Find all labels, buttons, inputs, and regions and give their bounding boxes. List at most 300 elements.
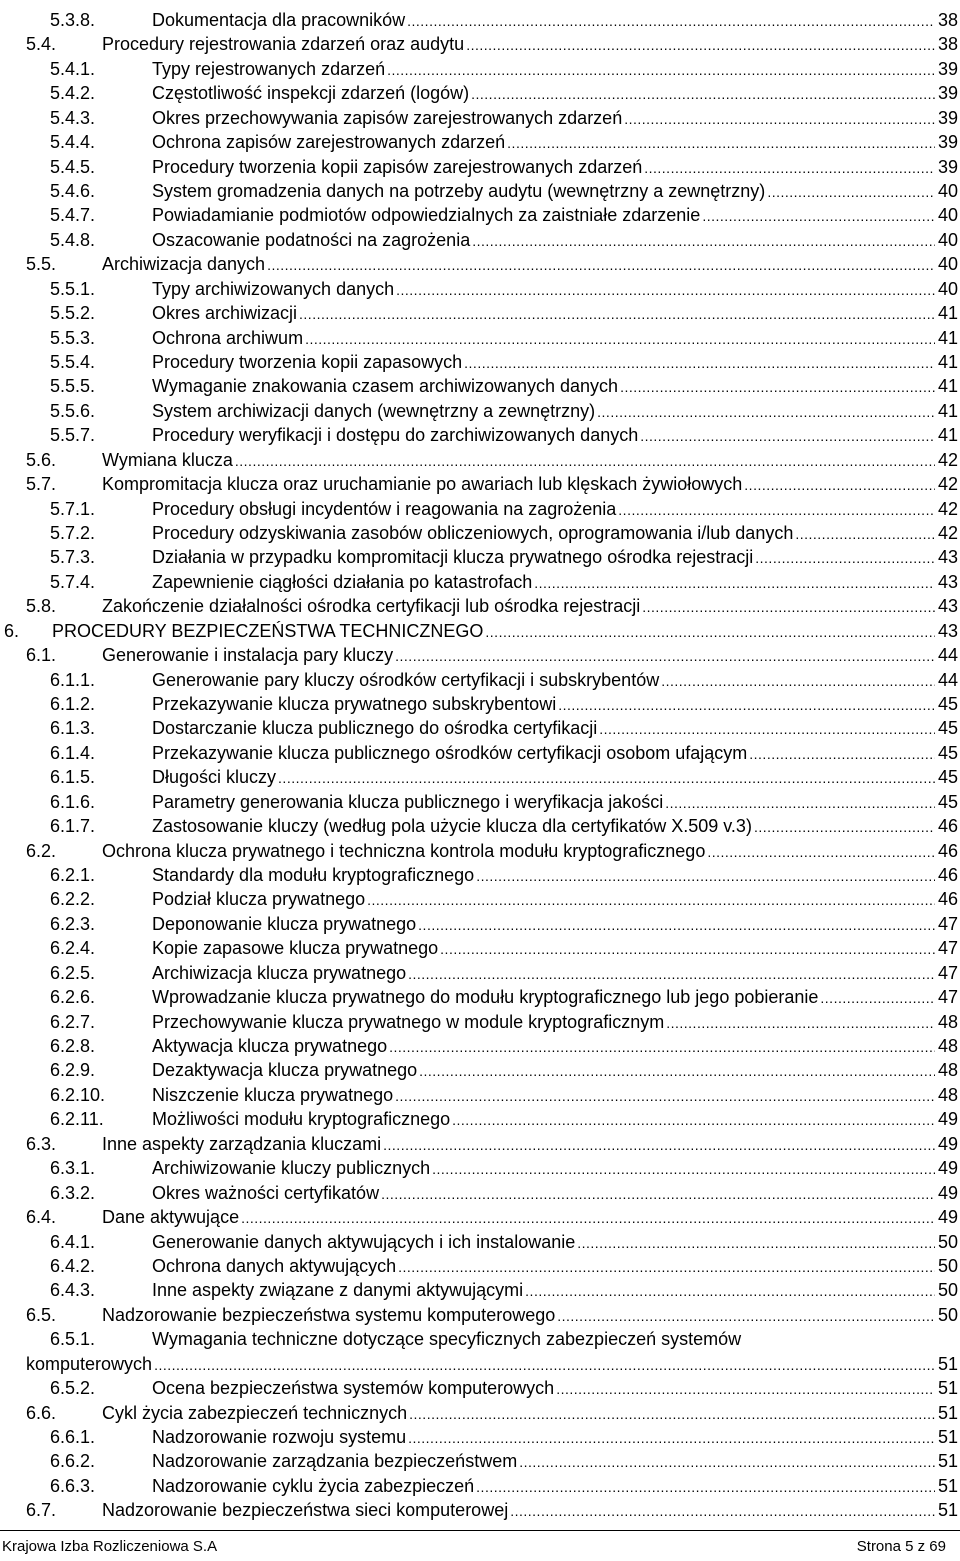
toc-entry[interactable] [0, 887, 960, 911]
toc-dot-leader [466, 33, 935, 57]
toc-entry[interactable] [0, 1107, 960, 1131]
toc-entry-title: Wprowadzanie klucza prywatnego do modułu kryptograficznego lub jego pobieranie [152, 987, 819, 1008]
toc-entry-page: 40 [937, 205, 958, 226]
toc-entry-page: 45 [937, 694, 958, 715]
toc-entry-number: 5.5.1. [50, 278, 96, 299]
toc-entry-title: Generowanie i instalacja pary kluczy [102, 645, 394, 666]
toc-entry-page: 41 [937, 400, 958, 421]
toc-entry-title: Powiadamianie podmiotów odpowiedzialnych za zaistniałe zdarzenie [152, 205, 701, 226]
toc-entry[interactable] [0, 936, 960, 960]
toc-entry-page: 43 [937, 596, 958, 617]
toc-entry-title: Ocena bezpieczeństwa systemów komputerowych [152, 1378, 555, 1399]
footer-page-number: Strona 5 z 69 [856, 1538, 946, 1555]
toc-dot-leader [395, 1084, 935, 1108]
toc-entry[interactable] [0, 594, 960, 618]
toc-entry[interactable] [0, 692, 960, 716]
toc-entry-page: 47 [937, 913, 958, 934]
toc-dot-leader [597, 400, 935, 424]
toc-dot-leader [767, 180, 935, 204]
toc-entry-title: Okres archiwizacji [152, 303, 298, 324]
toc-entry-number: 6.5. [26, 1304, 57, 1325]
toc-entry-title: Inne aspekty zarządzania kluczami [102, 1133, 382, 1154]
toc-entry[interactable] [0, 1010, 960, 1034]
toc-dot-leader [476, 864, 935, 888]
toc-dot-leader [755, 546, 935, 570]
toc-entry-page: 44 [937, 669, 958, 690]
toc-entry-number: 5.8. [26, 596, 57, 617]
toc-entry-title: Procedury tworzenia kopii zapisów zarejestrowanych zdarzeń [152, 156, 643, 177]
toc-entry-page: 51 [937, 1426, 958, 1447]
toc-entry-number: 5.7.3. [50, 547, 96, 568]
toc-entry[interactable] [0, 839, 960, 863]
toc-entry[interactable] [0, 1449, 960, 1473]
toc-entry-number: 6.1.2. [50, 694, 96, 715]
toc-entry-page: 38 [937, 34, 958, 55]
toc-dot-leader [795, 522, 935, 546]
toc-entry-page: 47 [937, 938, 958, 959]
toc-entry-page: 45 [937, 718, 958, 739]
toc-entry[interactable] [0, 8, 960, 32]
toc-entry[interactable] [0, 545, 960, 569]
toc-entry-page: 41 [937, 376, 958, 397]
toc-entry-title: Deponowanie klucza prywatnego [152, 913, 417, 934]
toc-entry[interactable] [0, 350, 960, 374]
toc-entry-number: 5.5.5. [50, 376, 96, 397]
toc-entry-page: 46 [937, 889, 958, 910]
toc-entry-page: 48 [937, 1011, 958, 1032]
toc-entry-title: Ochrona klucza prywatnego i techniczna kontrola modułu kryptograficznego [102, 840, 706, 861]
toc-entry-page: 39 [937, 132, 958, 153]
toc-entry[interactable] [0, 1205, 960, 1229]
footer-company: Krajowa Izba Rozliczeniowa S.A [2, 1538, 218, 1555]
toc-dot-leader [557, 1304, 935, 1328]
toc-entry-title: Procedury rejestrowania zdarzeń oraz audytu [102, 34, 465, 55]
toc-dot-leader [389, 1035, 935, 1059]
toc-entry-title: Wymagania techniczne dotyczące specyficznych zabezpieczeń systemów [152, 1329, 742, 1350]
toc-entry-title: Inne aspekty związane z danymi aktywującymi [152, 1280, 524, 1301]
toc-entry[interactable] [0, 863, 960, 887]
toc-entry-number: 6.4. [26, 1207, 57, 1228]
toc-entry-title-continued: komputerowych [26, 1353, 153, 1374]
toc-dot-leader [749, 742, 935, 766]
toc-entry-page: 38 [937, 10, 958, 30]
toc-dot-leader [744, 473, 935, 497]
toc-entry-title: Działania w przypadku kompromitacji klucza prywatnego ośrodka rejestracji [152, 547, 754, 568]
toc-entry-title: Generowanie pary kluczy ośrodków certyfikacji i subskrybentów [152, 669, 660, 690]
toc-entry-number: 6.5.2. [50, 1378, 96, 1399]
toc-entry-number: 6.6.1. [50, 1426, 96, 1447]
toc-entry-number: 6.1.3. [50, 718, 96, 739]
toc-entry-title: Podział klucza prywatnego [152, 889, 366, 910]
toc-entry-title: Kopie zapasowe klucza prywatnego [152, 938, 439, 959]
toc-dot-leader [624, 107, 935, 131]
toc-entry[interactable] [0, 985, 960, 1009]
toc-entry-title: Ochrona danych aktywujących [152, 1255, 397, 1276]
toc-entry-title: Nadzorowanie rozwoju systemu [152, 1426, 407, 1447]
toc-entry-number: 5.4.6. [50, 181, 96, 201]
toc-entry-number: 6.1.4. [50, 742, 96, 763]
toc-entry-number: 6.2.9. [50, 1060, 96, 1081]
toc-entry[interactable] [0, 790, 960, 814]
toc-entry-page: 45 [937, 767, 958, 788]
toc-entry-title: Niszczenie klucza prywatnego [152, 1084, 394, 1105]
toc-entry[interactable] [0, 1181, 960, 1205]
toc-dot-leader [599, 717, 935, 741]
toc-entry-number: 6.2. [26, 840, 57, 861]
toc-entry[interactable] [0, 1058, 960, 1082]
toc-entry[interactable] [0, 228, 960, 252]
toc-entry-number: 5.4.2. [50, 83, 96, 104]
toc-dot-leader [666, 1011, 935, 1035]
toc-entry-title: Wymaganie znakowania czasem archiwizowanych danych [152, 376, 619, 397]
toc-entry-page: 49 [937, 1133, 958, 1154]
toc-entry-page: 44 [937, 645, 958, 666]
toc-entry-title: Aktywacja klucza prywatnego [152, 1036, 388, 1057]
toc-entry-number: 5.7. [26, 474, 57, 495]
toc-entry[interactable] [0, 399, 960, 423]
toc-entry-page: 50 [937, 1304, 958, 1325]
toc-entry-number: 5.4.1. [50, 58, 96, 79]
toc-entry-page: 42 [937, 523, 958, 544]
toc-entry-number: 6.5.1. [50, 1329, 96, 1350]
toc-entry-title: Przekazywanie klucza publicznego ośrodków certyfikacji osobom ufającym [152, 742, 748, 763]
toc-entry[interactable] [0, 423, 960, 447]
toc-entry[interactable] [0, 179, 960, 203]
toc-entry[interactable] [0, 472, 960, 496]
toc-dot-leader [418, 913, 935, 937]
toc-dot-leader [267, 253, 935, 277]
toc-entry-page: 50 [937, 1231, 958, 1252]
page-footer [0, 1530, 960, 1559]
toc-entry-title: Procedury odzyskiwania zasobów obliczeniowych, oprogramowania i/lub danych [152, 523, 794, 544]
toc-entry-page: 45 [937, 791, 958, 812]
toc-dot-leader [383, 1133, 935, 1157]
toc-entry[interactable] [0, 716, 960, 740]
toc-entry-number: 6.3.2. [50, 1182, 96, 1203]
toc-dot-leader [452, 1108, 935, 1132]
toc-dot-leader [485, 620, 935, 644]
toc-entry[interactable] [0, 57, 960, 81]
toc-dot-leader [525, 1279, 935, 1303]
toc-dot-leader [507, 131, 935, 155]
toc-entry[interactable] [0, 961, 960, 985]
toc-entry-number: 6.2.6. [50, 987, 96, 1008]
toc-entry-number: 6.2.4. [50, 938, 96, 959]
toc-entry-title: Zakończenie działalności ośrodka certyfikacji lub ośrodka rejestracji [102, 596, 641, 617]
toc-entry[interactable] [0, 1278, 960, 1302]
toc-dot-leader [707, 840, 935, 864]
toc-entry-title: Dostarczanie klucza publicznego do ośrodka certyfikacji [152, 718, 598, 739]
toc-dot-leader [510, 1499, 935, 1523]
toc-entry-continuation[interactable] [26, 1352, 958, 1376]
toc-entry-title: Procedury tworzenia kopii zapasowych [152, 352, 463, 373]
toc-dot-leader [419, 1059, 935, 1083]
toc-dot-leader [299, 302, 935, 326]
toc-entry-number: 5.4.5. [50, 156, 96, 177]
toc-entry-page: 39 [937, 107, 958, 128]
toc-entry-page: 40 [937, 254, 958, 275]
toc-dot-leader [278, 766, 935, 790]
toc-entry-number: 6.2.1. [50, 865, 96, 886]
toc-entry-title: Cykl życia zabezpieczeń technicznych [102, 1402, 408, 1423]
toc-entry-page: 39 [937, 156, 958, 177]
toc-entry-page: 51 [937, 1500, 958, 1521]
toc-entry-number: 5.5.7. [50, 425, 96, 446]
toc-entry-number: 6.2.3. [50, 913, 96, 934]
toc-entry-title: Ochrona zapisów zarejestrowanych zdarzeń [152, 132, 506, 153]
toc-entry-number: 6.2.5. [50, 962, 96, 983]
toc-entry-number: 5.5.2. [50, 303, 96, 324]
toc-entry-title: Generowanie danych aktywujących i ich instalowanie [152, 1231, 576, 1252]
toc-entry-title: Standardy dla modułu kryptograficznego [152, 865, 475, 886]
toc-entry-title: Procedury obsługi incydentów i reagowania na zagrożenia [152, 498, 617, 519]
toc-entry[interactable] [0, 1254, 960, 1278]
toc-dot-leader [644, 156, 935, 180]
toc-dot-leader [235, 449, 935, 473]
toc-entry-number: 6.2.8. [50, 1036, 96, 1057]
toc-entry[interactable] [0, 301, 960, 325]
toc-entry-title: Dane aktywujące [102, 1207, 240, 1228]
toc-entry-title: Nadzorowanie bezpieczeństwa systemu komputerowego [102, 1304, 556, 1325]
toc-entry-number: 6.3.1. [50, 1158, 96, 1179]
toc-dot-leader [407, 9, 935, 33]
toc-dot-leader [440, 937, 935, 961]
toc-entry-page: 43 [937, 547, 958, 568]
toc-dot-leader [640, 424, 935, 448]
toc-entry-page: 41 [937, 327, 958, 348]
toc-dot-leader [577, 1231, 935, 1255]
toc-dot-leader [618, 498, 935, 522]
toc-entry[interactable] [0, 1498, 960, 1522]
toc-entry-title: Dokumentacja dla pracowników [152, 10, 406, 30]
toc-dot-leader [642, 595, 935, 619]
toc-entry-title: Zastosowanie kluczy (według pola użycie klucza dla certyfikatów X.509 v.3) [152, 816, 752, 837]
toc-dot-leader [395, 644, 935, 668]
toc-entry[interactable] [0, 765, 960, 789]
toc-dot-leader [367, 888, 935, 912]
toc-entry-number: 6.4.3. [50, 1280, 96, 1301]
toc-entry[interactable] [0, 1132, 960, 1156]
toc-entry-number: 5.6. [26, 449, 57, 470]
toc-entry-page: 48 [937, 1084, 958, 1105]
toc-entry-number: 6.1.6. [50, 791, 96, 812]
toc-entry-page: 40 [937, 229, 958, 250]
toc-entry-number: 5.5.4. [50, 352, 96, 373]
toc-entry-number: 5.4.4. [50, 132, 96, 153]
toc-entry-title: Okres przechowywania zapisów zarejestrowanych zdarzeń [152, 107, 623, 128]
toc-entry-number: 5.4.7. [50, 205, 96, 226]
toc-entry-title: Archiwizacja klucza prywatnego [152, 962, 407, 983]
toc-entry-number: 6.1. [26, 645, 57, 666]
toc-entry-number: 6.1.5. [50, 767, 96, 788]
toc-entry[interactable] [0, 521, 960, 545]
toc-dot-leader [408, 962, 935, 986]
toc-dot-leader [432, 1157, 935, 1181]
toc-entry-page: 49 [937, 1182, 958, 1203]
toc-entry[interactable] [0, 1474, 960, 1498]
toc-entry[interactable] [0, 326, 960, 350]
toc-entry[interactable] [0, 1327, 960, 1351]
toc-entry-number: 5.5.3. [50, 327, 96, 348]
toc-dot-leader [472, 229, 935, 253]
toc-dot-leader [661, 669, 935, 693]
toc-entry-title: Przekazywanie klucza prywatnego subskrybentowi [152, 694, 557, 715]
toc-entry-number: 5.7.1. [50, 498, 96, 519]
toc-dot-leader [381, 1182, 935, 1206]
toc-entry-title: Archiwizowanie kluczy publicznych [152, 1158, 431, 1179]
toc-entry[interactable] [0, 252, 960, 276]
toc-dot-leader [305, 327, 935, 351]
toc-entry-number: 5.4. [26, 34, 57, 55]
toc-entry[interactable] [0, 1425, 960, 1449]
toc-dot-leader [702, 204, 935, 228]
toc-dot-leader [558, 693, 935, 717]
toc-entry[interactable] [0, 1230, 960, 1254]
toc-entry-title: Nadzorowanie cyklu życia zabezpieczeń [152, 1475, 475, 1496]
toc-entry-title: Nadzorowanie zarządzania bezpieczeństwem [152, 1451, 518, 1472]
toc-entry-title: Dezaktywacja klucza prywatnego [152, 1060, 418, 1081]
toc-dot-leader [409, 1402, 935, 1426]
toc-dot-leader [754, 815, 935, 839]
toc-entry-page: 47 [937, 962, 958, 983]
toc-entry-page: 46 [937, 840, 958, 861]
toc-entry[interactable] [0, 643, 960, 667]
toc-entry[interactable] [0, 570, 960, 594]
toc-entry-page: 51 [937, 1378, 958, 1399]
toc-entry[interactable] [0, 130, 960, 154]
toc-entry-title: Oszacowanie podatności na zagrożenia [152, 229, 471, 250]
toc-entry-title: Przechowywanie klucza prywatnego w module kryptograficznym [152, 1011, 665, 1032]
toc-entry-number: 6.6.2. [50, 1451, 96, 1472]
toc-entry-number: 6.7. [26, 1500, 57, 1521]
toc-entry[interactable] [0, 374, 960, 398]
toc-dot-leader [556, 1377, 935, 1401]
toc-entry-title: Zapewnienie ciągłości działania po katastrofach [152, 571, 533, 592]
toc-entry[interactable] [0, 81, 960, 105]
toc-entry-number: 6.3. [26, 1133, 57, 1154]
toc-entry-page: 39 [937, 83, 958, 104]
toc-entry[interactable] [0, 814, 960, 838]
toc-entry-number: 6.4.2. [50, 1255, 96, 1276]
toc-entry-page: 50 [937, 1255, 958, 1276]
toc-entry-page: 42 [937, 474, 958, 495]
toc-entry-page: 40 [937, 278, 958, 299]
toc-entry-title: Nadzorowanie bezpieczeństwa sieci komputerowej [102, 1500, 509, 1521]
toc-entry-title: Możliwości modułu kryptograficznego [152, 1109, 451, 1130]
toc-entry-title: Wymiana klucza [102, 449, 233, 470]
toc-dot-leader [471, 82, 935, 106]
toc-entry-number: 6.2.2. [50, 889, 96, 910]
toc-entry-page: 43 [937, 620, 958, 641]
toc-entry-number: 6.2.11. [50, 1109, 104, 1130]
toc-entry[interactable] [0, 1401, 960, 1425]
toc-entry-title: Procedury weryfikacji i dostępu do zarchiwizowanych danych [152, 425, 639, 446]
toc-entry-number: 5.4.3. [50, 107, 96, 128]
toc-entry-number: 5.5. [26, 254, 57, 275]
toc-entry-page: 49 [937, 1109, 958, 1130]
toc-entry-page: 41 [937, 425, 958, 446]
toc-entry-page: 48 [937, 1060, 958, 1081]
toc-entry-page: 51 [937, 1353, 958, 1374]
toc-entry-number: 6.6.3. [50, 1475, 96, 1496]
toc-entry[interactable] [0, 32, 960, 56]
toc-entry-number: 6.6. [26, 1402, 57, 1423]
toc-entry-page: 51 [937, 1475, 958, 1496]
toc-dot-leader [241, 1206, 935, 1230]
toc-entry-number: 6. [4, 620, 20, 641]
toc-dot-leader [534, 571, 935, 595]
toc-entry-number: 6.1.7. [50, 816, 96, 837]
toc-entry[interactable] [0, 1083, 960, 1107]
toc-entry[interactable] [0, 619, 960, 643]
toc-entry-page: 49 [937, 1158, 958, 1179]
toc-entry[interactable] [0, 1303, 960, 1327]
toc-entry-title: Okres ważności certyfikatów [152, 1182, 380, 1203]
toc-entry-page: 41 [937, 352, 958, 373]
toc-entry-title: PROCEDURY BEZPIECZEŃSTWA TECHNICZNEGO [52, 620, 484, 641]
toc-entry-number: 6.1.1. [50, 669, 96, 690]
toc-entry-title: Parametry generowania klucza publicznego i weryfikacja jakości [152, 791, 664, 812]
toc-entry-title: Archiwizacja danych [102, 254, 266, 275]
toc-entry[interactable] [0, 497, 960, 521]
toc-dot-leader [519, 1450, 935, 1474]
toc-entry-number: 5.7.2. [50, 523, 96, 544]
toc-entry[interactable] [0, 277, 960, 301]
toc-entry-title: Typy archiwizowanych danych [152, 278, 395, 299]
toc-entry[interactable] [0, 1034, 960, 1058]
toc-entry[interactable] [0, 668, 960, 692]
toc-entry-title: System archiwizacji danych (wewnętrzny a zewnętrzny) [152, 400, 596, 421]
toc-entry-page: 51 [937, 1451, 958, 1472]
toc-dot-leader [665, 791, 935, 815]
toc-entry[interactable] [0, 1156, 960, 1180]
toc-dot-leader [476, 1475, 935, 1499]
toc-entry-title: Kompromitacja klucza oraz uruchamianie po awariach lub klęskach żywiołowych [102, 474, 743, 495]
toc-entry-title: System gromadzenia danych na potrzeby audytu (wewnętrzny a zewnętrzny) [152, 181, 766, 201]
toc-entry-page: 47 [937, 987, 958, 1008]
toc-entry-number: 5.7.4. [50, 571, 96, 592]
toc-entry[interactable] [0, 912, 960, 936]
toc-entry-page: 48 [937, 1036, 958, 1057]
toc-dot-leader [408, 1426, 935, 1450]
toc-entry-page: 45 [937, 742, 958, 763]
toc-entry[interactable] [0, 448, 960, 472]
toc-entry-page: 51 [937, 1402, 958, 1423]
toc-entry[interactable] [0, 155, 960, 179]
toc-entry-page: 49 [937, 1207, 958, 1228]
toc-entry[interactable] [0, 106, 960, 130]
toc-entry-number: 5.3.8. [50, 10, 96, 30]
toc-entry-title: Częstotliwość inspekcji zdarzeń (logów) [152, 83, 470, 104]
toc-entry-page: 46 [937, 816, 958, 837]
toc-entry-page: 42 [937, 449, 958, 470]
toc-entry-number: 6.2.7. [50, 1011, 96, 1032]
toc-entry-page: 50 [937, 1280, 958, 1301]
toc-dot-leader [620, 375, 935, 399]
toc-entry-page: 42 [937, 498, 958, 519]
toc-entry-number: 5.4.8. [50, 229, 96, 250]
toc-entry-number: 5.5.6. [50, 400, 96, 421]
toc-entry[interactable] [0, 1376, 960, 1400]
toc-dot-leader [154, 1353, 935, 1377]
toc-dot-leader [398, 1255, 935, 1279]
toc-entry[interactable] [0, 203, 960, 227]
toc-entry-title: Typy rejestrowanych zdarzeń [152, 58, 386, 79]
toc-entry-number: 6.4.1. [50, 1231, 96, 1252]
toc-entry-page: 46 [937, 865, 958, 886]
toc-entry[interactable] [0, 741, 960, 765]
toc-entry-page: 39 [937, 58, 958, 79]
